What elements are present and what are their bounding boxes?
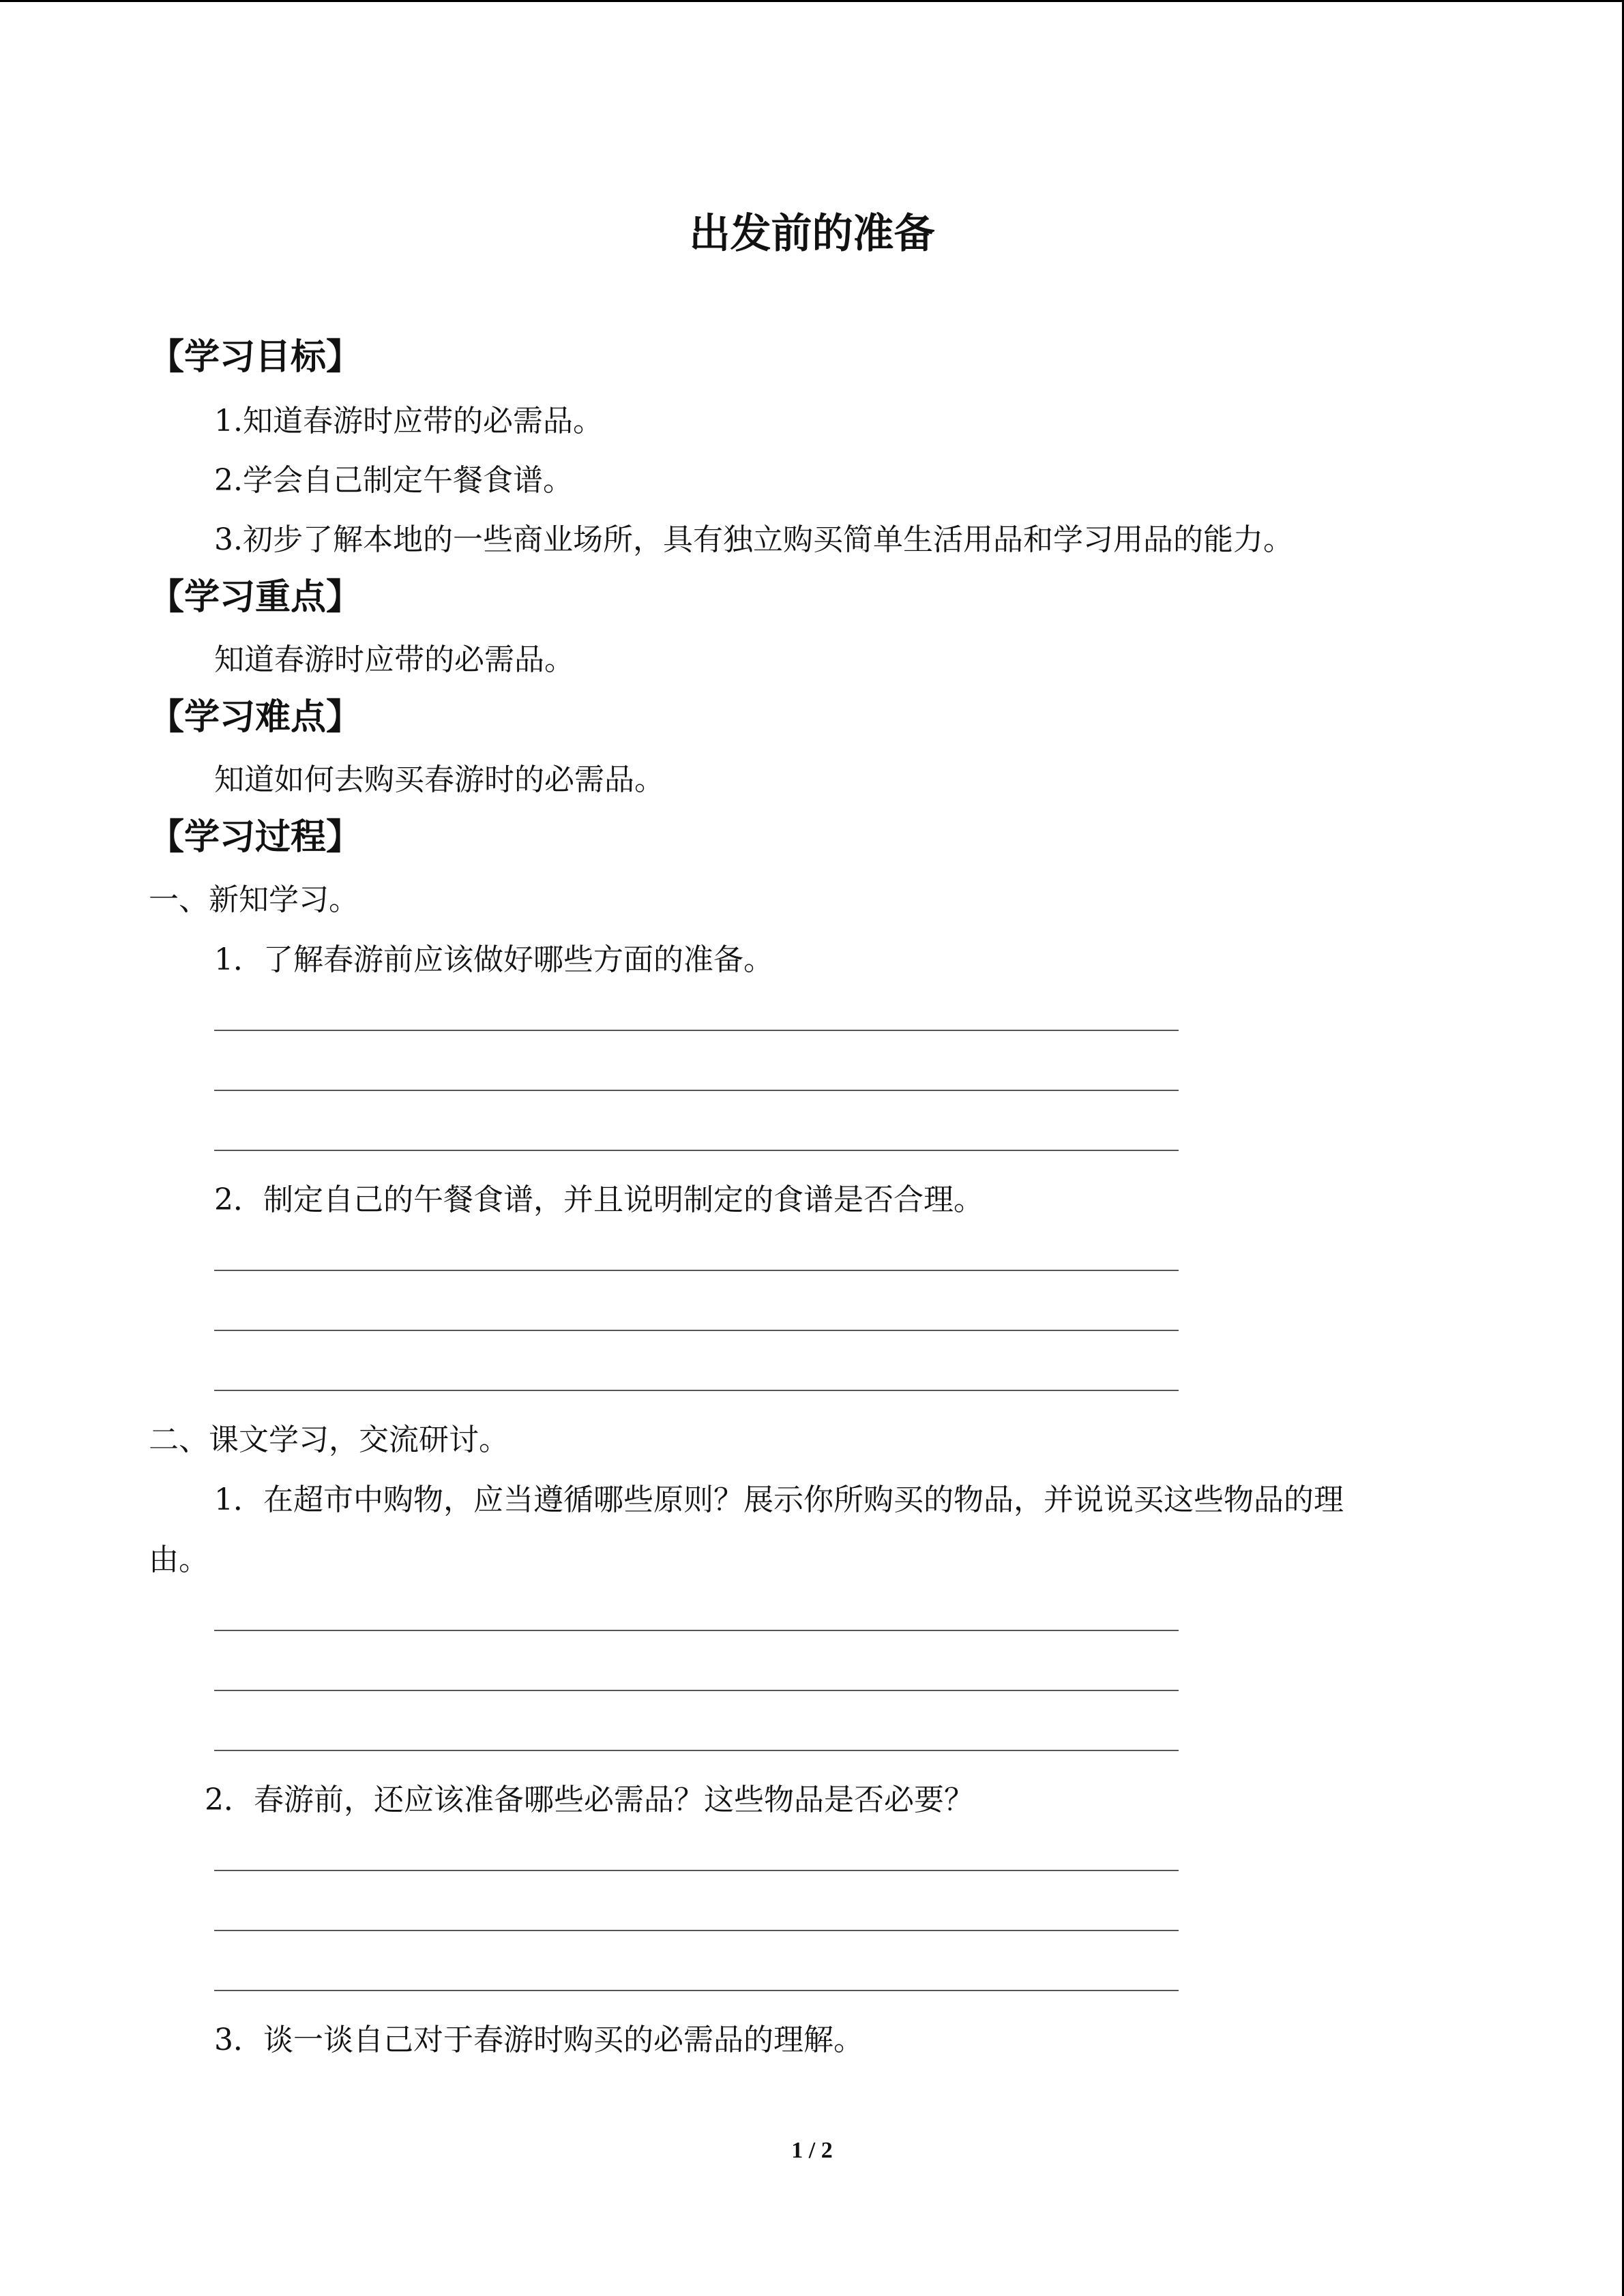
- answer-line: [214, 1150, 1179, 1151]
- section2-question-2: 2．春游前，还应该准备哪些必需品？这些物品是否必要？: [205, 1783, 974, 1817]
- answer-line: [214, 1030, 1179, 1031]
- section1-question-2: 2．制定自己的午餐食谱，并且说明制定的食谱是否合理。: [214, 1182, 984, 1217]
- goal-item-1: 1.知道春游时应带的必需品。: [214, 404, 603, 438]
- page-number: 1 / 2: [791, 2138, 833, 2163]
- answer-line: [214, 1930, 1179, 1931]
- answer-line: [214, 1870, 1179, 1871]
- goals-heading: 【学习目标】: [149, 337, 362, 378]
- answer-line: [214, 1990, 1179, 1991]
- difficulties-text: 知道如何去购买春游时的必需品。: [214, 762, 664, 797]
- goal-item-2: 2.学会自己制定午餐食谱。: [214, 463, 573, 498]
- key-points-text: 知道春游时应带的必需品。: [214, 642, 574, 677]
- difficulties-heading: 【学习难点】: [149, 697, 362, 738]
- answer-line: [214, 1750, 1179, 1751]
- answer-line: [214, 1390, 1179, 1391]
- answer-line: [214, 1270, 1179, 1271]
- section1-title: 一、新知学习。: [149, 882, 359, 917]
- key-points-heading: 【学习重点】: [149, 577, 362, 618]
- answer-line: [214, 1690, 1179, 1691]
- section2-question-1-line-1: 1．在超市中购物，应当遵循哪些原则？展示你所购买的物品，并说说买这些物品的理: [214, 1482, 1344, 1517]
- goal-item-3: 3.初步了解本地的一些商业场所，具有独立购买简单生活用品和学习用品的能力。: [214, 522, 1293, 557]
- answer-line: [214, 1090, 1179, 1091]
- section2-question-3: 3．谈一谈自己对于春游时购买的必需品的理解。: [214, 2023, 863, 2057]
- answer-line: [214, 1630, 1179, 1631]
- section1-question-1: 1．了解春游前应该做好哪些方面的准备。: [214, 942, 773, 977]
- answer-line: [214, 1330, 1179, 1331]
- page-title: 出发前的准备: [689, 210, 935, 258]
- process-heading: 【学习过程】: [149, 817, 362, 858]
- section2-title: 二、课文学习，交流研讨。: [149, 1422, 509, 1457]
- section2-question-1-line-2: 由。: [149, 1542, 209, 1577]
